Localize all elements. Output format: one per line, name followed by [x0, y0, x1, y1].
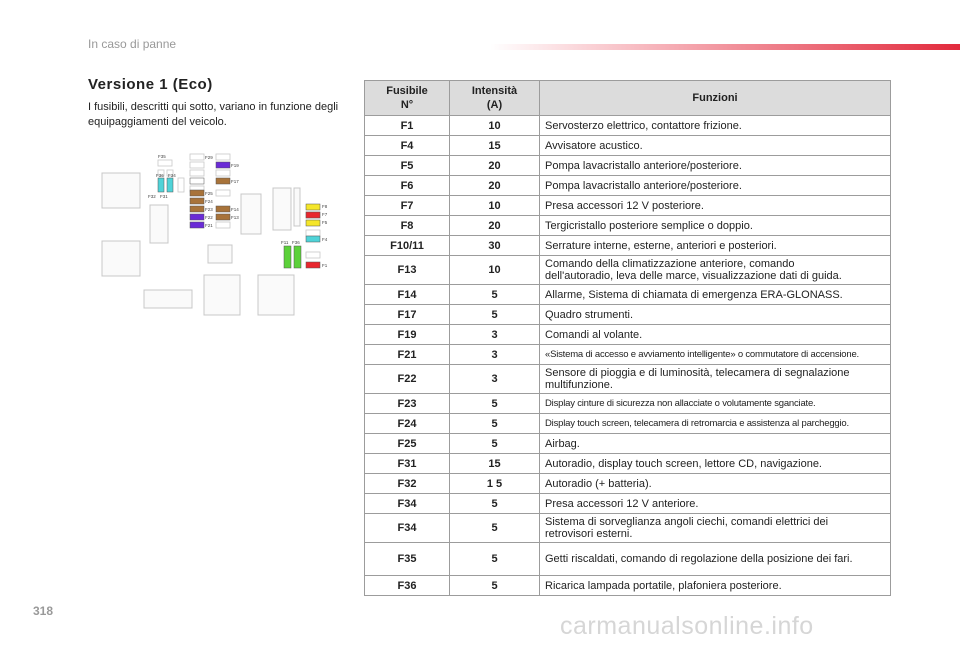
- table-row: F34 5 Presa accessori 12 V anteriore.: [365, 494, 891, 514]
- table-row: F19 3 Comandi al volante.: [365, 325, 891, 345]
- diagram-label: F35: [158, 154, 166, 159]
- page-number: 318: [33, 604, 54, 618]
- diagram-label: F11: [281, 240, 289, 245]
- fuse-box-svg: [98, 148, 338, 318]
- table-row: F35 5 Getti riscaldati, comando di regolazione della posizione dei fari.: [365, 543, 891, 576]
- header-functions: Funzioni: [540, 81, 891, 116]
- diagram-label: F21: [205, 223, 213, 228]
- fuse-table: [364, 80, 891, 596]
- fuse-box-diagram: [98, 148, 338, 318]
- diagram-label: F14: [231, 207, 239, 212]
- diagram-label: F24: [205, 199, 213, 204]
- diagram-label: F4: [322, 237, 328, 242]
- diagram-label: F8: [322, 204, 328, 209]
- table-row: F24 5 Display touch screen, telecamera di retromarcia e assistenza al parcheggio.: [365, 414, 891, 434]
- intro-text: I fusibili, descritti qui sotto, variano in funzione degli equipaggiamenti del veicolo.: [88, 101, 339, 128]
- table-row: F14 5 Allarme, Sistema di chiamata di emergenza ERA-GLONASS.: [365, 285, 891, 305]
- table-row: F6 20 Pompa lavacristallo anteriore/posteriore.: [365, 176, 891, 196]
- diagram-label: F25: [205, 191, 213, 196]
- diagram-label: F19: [231, 163, 239, 168]
- table-row: F13 10 Comando della climatizzazione anteriore, comando dell'autoradio, leva delle marce, visualizzazione dati di guida.: [365, 256, 891, 285]
- diagram-label: F17: [231, 179, 239, 184]
- header-section-title: In caso di panne: [88, 37, 177, 51]
- table-row: F23 5 Display cinture di sicurezza non allacciate o volutamente sganciate.: [365, 394, 891, 414]
- header-accent-bar: [490, 44, 960, 50]
- table-row: F34 5 Sistema di sorveglianza angoli ciechi, comandi elettrici dei retrovisori esterni.: [365, 514, 891, 543]
- diagram-label: F34: [168, 173, 176, 178]
- table-row: F21 3 «Sistema di accesso e avviamento intelligente» o commutatore di accensione.: [365, 345, 891, 365]
- table-row: F32 1 5 Autoradio (+ batteria).: [365, 474, 891, 494]
- diagram-label: F22: [205, 215, 213, 220]
- table-row: F25 5 Airbag.: [365, 434, 891, 454]
- diagram-label: F31: [160, 194, 168, 199]
- table-row: F4 15 Avvisatore acustico.: [365, 136, 891, 156]
- diagram-label: F5: [322, 220, 328, 225]
- table-row: F10/11 30 Serrature interne, esterne, anteriori e posteriori.: [365, 236, 891, 256]
- diagram-label: F36: [156, 173, 164, 178]
- table-row: F22 3 Sensore di pioggia e di luminosità, telecamera di segnalazione multifunzione.: [365, 365, 891, 394]
- table-header-row: [365, 81, 891, 116]
- diagram-label: F13: [231, 215, 239, 220]
- table-row: F36 5 Ricarica lampada portatile, plafoniera posteriore.: [365, 576, 891, 596]
- table-row: F7 10 Presa accessori 12 V posteriore.: [365, 196, 891, 216]
- header-amperage: Intensità (A): [450, 81, 540, 116]
- table-row: F17 5 Quadro strumenti.: [365, 305, 891, 325]
- diagram-label: F7: [322, 212, 328, 217]
- header-fuse: Fusibile N°: [365, 81, 450, 116]
- diagram-label: F1: [322, 263, 328, 268]
- watermark: carmanualsonline.info: [560, 612, 814, 640]
- diagram-label: F32: [148, 194, 156, 199]
- diagram-label: F36: [292, 240, 300, 245]
- version-title: Versione 1 (Eco): [88, 76, 213, 93]
- diagram-label: F29: [205, 155, 213, 160]
- diagram-label: F23: [205, 207, 213, 212]
- table-row: F31 15 Autoradio, display touch screen, lettore CD, navigazione.: [365, 454, 891, 474]
- table-row: F5 20 Pompa lavacristallo anteriore/posteriore.: [365, 156, 891, 176]
- table-row: F8 20 Tergicristallo posteriore semplice o doppio.: [365, 216, 891, 236]
- table-row: F1 10 Servosterzo elettrico, contattore frizione.: [365, 116, 891, 136]
